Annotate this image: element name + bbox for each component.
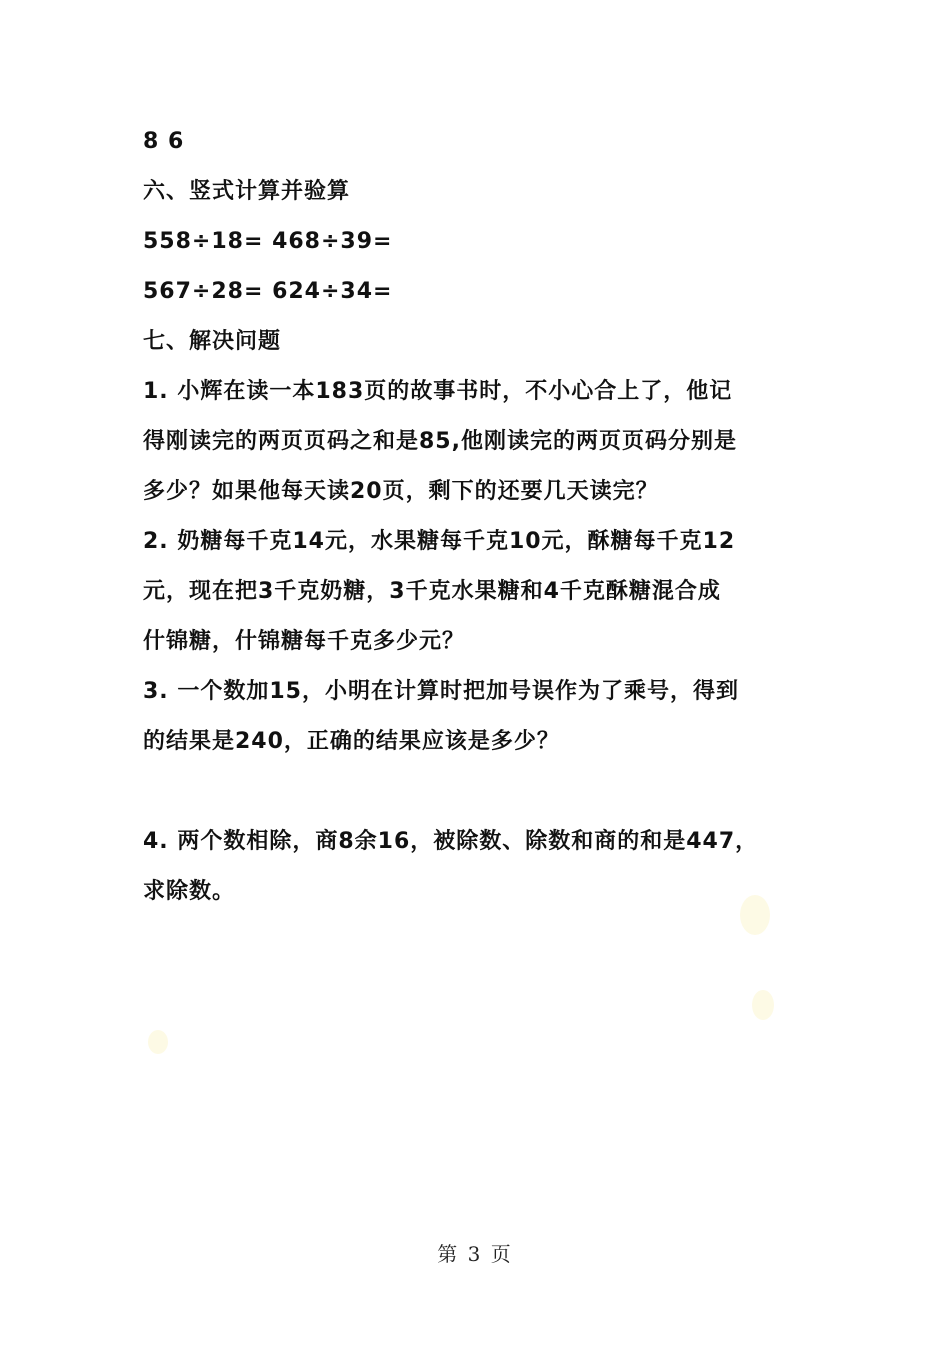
question-4-line-1: 4. 两个数相除，商8余16，被除数、除数和商的和是447，: [143, 829, 759, 854]
paper-stain: [752, 990, 774, 1020]
paper-stain: [740, 895, 770, 935]
paper-stain: [148, 1030, 168, 1054]
calculation-row-2: 567÷28= 624÷34=: [143, 279, 393, 304]
question-2-line-3: 什锦糖，什锦糖每千克多少元？: [143, 629, 466, 654]
question-3-line-1: 3. 一个数加15，小明在计算时把加号误作为了乘号，得到: [143, 679, 739, 704]
question-1-line-3: 多少？如果他每天读20页，剩下的还要几天读完？: [143, 479, 659, 504]
number-line: 8 6: [143, 129, 185, 154]
section-title-problems: 七、解决问题: [143, 329, 282, 354]
question-3-line-2: 的结果是240，正确的结果应该是多少？: [143, 729, 560, 754]
question-2-line-1: 2. 奶糖每千克14元，水果糖每千克10元，酥糖每千克12: [143, 529, 736, 554]
question-2-line-2: 元，现在把3千克奶糖，3千克水果糖和4千克酥糖混合成: [143, 579, 721, 604]
question-1-line-1: 1. 小辉在读一本183页的故事书时，不小心合上了，他记: [143, 379, 733, 404]
question-1-line-2: 得刚读完的两页页码之和是85,他刚读完的两页页码分别是: [143, 429, 737, 454]
calculation-row-1: 558÷18= 468÷39=: [143, 229, 393, 254]
question-4-line-2: 求除数。: [143, 879, 236, 904]
section-title-calculation: 六、竖式计算并验算: [143, 179, 351, 204]
page-number: 第 3 页: [437, 1242, 513, 1266]
